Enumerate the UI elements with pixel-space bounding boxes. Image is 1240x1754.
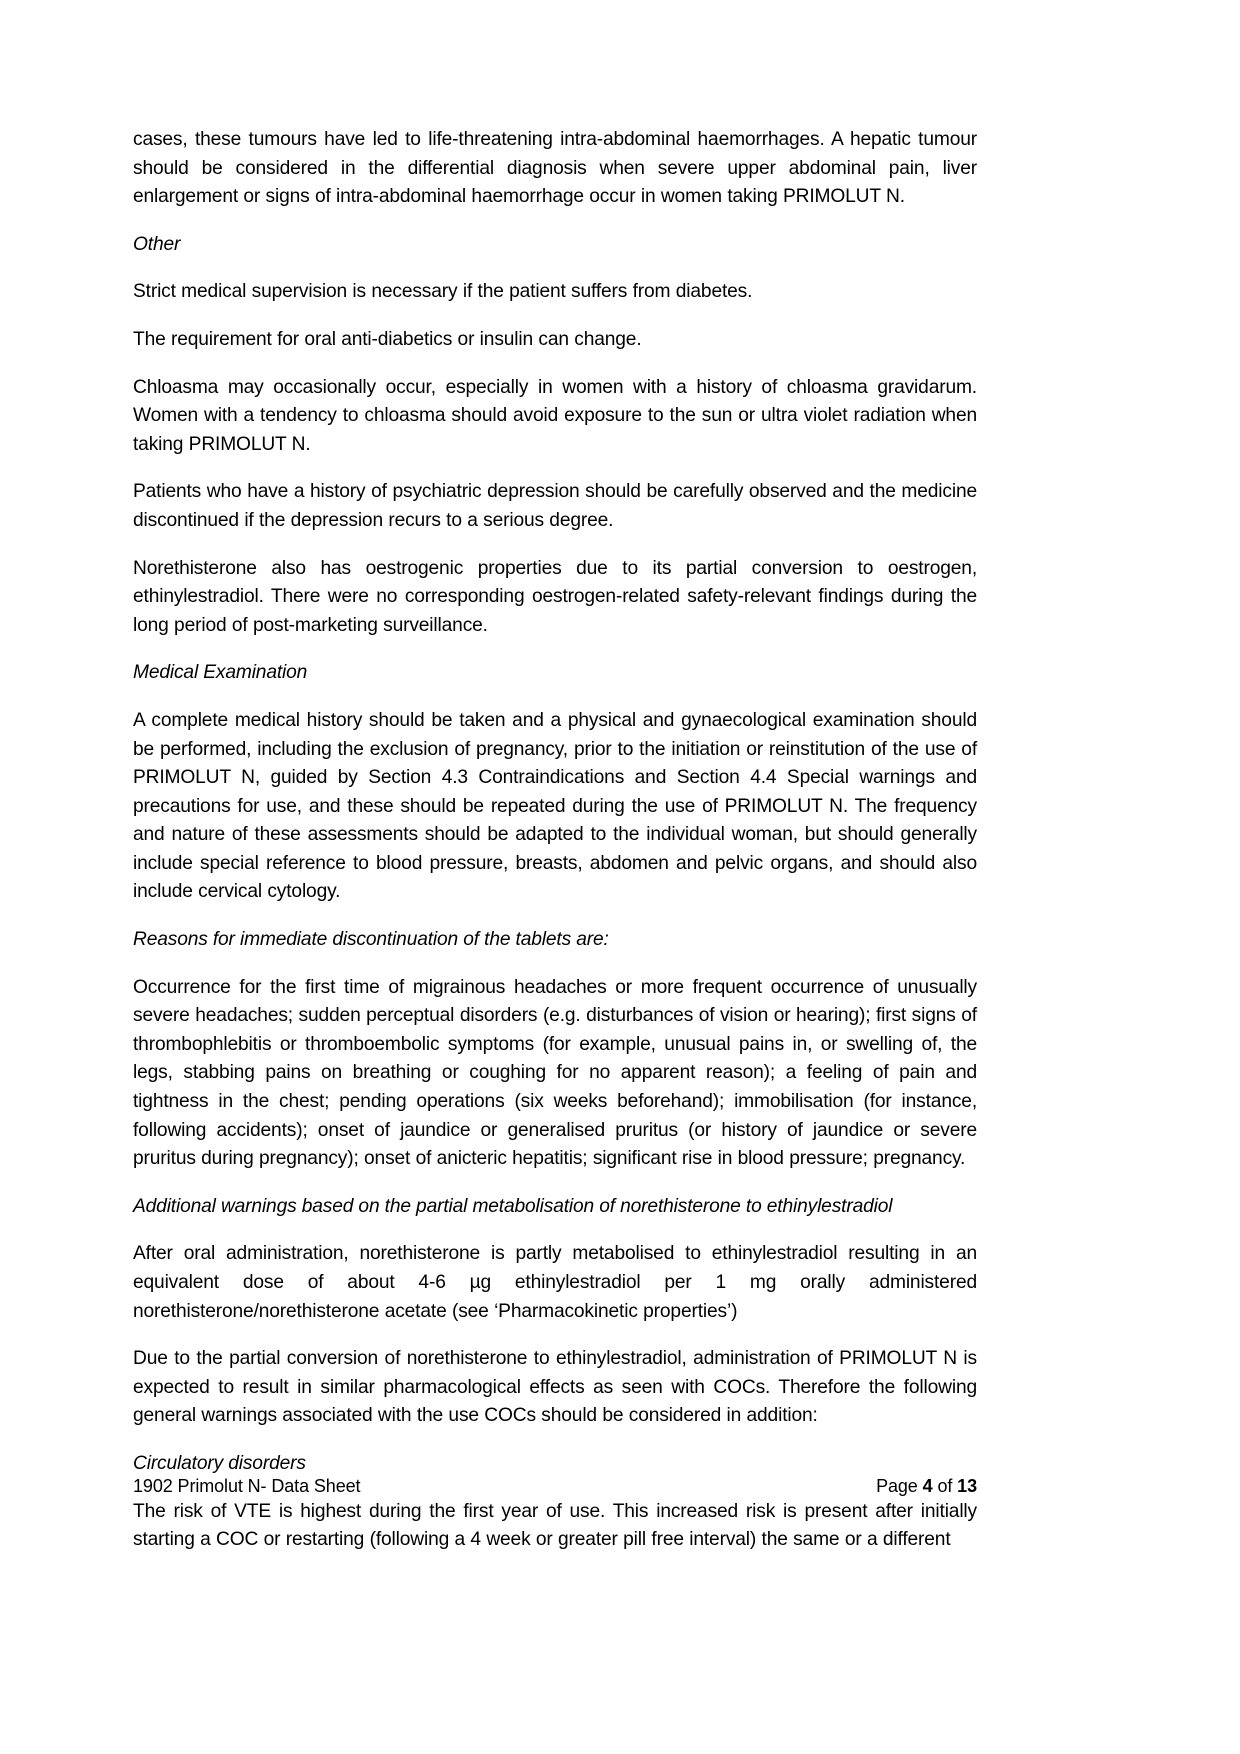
footer-current-page: 4 <box>922 1476 933 1496</box>
subheading-circulatory-disorders: Circulatory disorders <box>133 1452 306 1474</box>
paragraph-insulin-requirement: The requirement for oral anti-diabetics or insulin can change. <box>133 328 642 350</box>
paragraph-medical-history: A complete medical history should be taken and a physical and gynaecological examination should be performed, including the exclusion of pregnancy, prior to the initiation or reinstitution of the use of PRIMOLUT N, guided by Section 4.3 Contraindications and Section 4.4 Special warnings and precautions for use, and these should be repeated during the use of PRIMOLUT N. The frequency and nature of these assessments should be adapted to the individual woman, but should generally include special reference to blood pressure, breasts, abdomen and pelvic organs, and should also include cervical cytology. <box>133 709 977 903</box>
document-body <box>133 126 977 1574</box>
subheading-reasons-discontinuation: Reasons for immediate discontinuation of the tablets are: <box>133 929 609 951</box>
paragraph-hepatic-tumour: cases, these tumours have led to life-threatening intra-abdominal haemorrhages. A hepatic tumour should be considered in the differential diagnosis when severe upper abdominal pain, liver enlargement or signs of intra-abdominal haemorrhage occur in women taking PRIMOLUT N. <box>133 129 977 208</box>
paragraph-oestrogenic-properties: Norethisterone also has oestrogenic properties due to its partial conversion to oestrogen, ethinylestradiol. There were no corresponding oestrogen-related safety-relevant findings during the long period of post-marketing surveillance. <box>133 557 977 636</box>
footer-page-middle: of <box>932 1476 958 1496</box>
paragraph-discontinuation-list: Occurrence for the first time of migrainous headaches or more frequent occurrence of unusually severe headaches; sudden perceptual disorders (e.g. disturbances of vision or hearing); first signs of thrombophlebitis or thromboembolic symptoms (for example, unusual pains in, or swelling of, the legs, stabbing pains on breathing or coughing for no apparent reason); a feeling of pain and tightness in the chest; pending operations (six weeks beforehand); immobilisation (for instance, following accidents); onset of jaundice or generalised pruritus (or history of jaundice or severe pruritus during pregnancy); onset of anicteric hepatitis; significant rise in blood pressure; pregnancy. <box>133 976 977 1170</box>
subheading-other: Other <box>133 233 181 255</box>
paragraph-psychiatric-depression: Patients who have a history of psychiatric depression should be carefully observed and the medicine discontinued if the depression recurs to a serious degree. <box>133 481 977 531</box>
footer-total-pages: 13 <box>957 1476 977 1496</box>
footer-page-prefix: Page <box>876 1476 923 1496</box>
subheading-additional-warnings: Additional warnings based on the partial metabolisation of norethisterone to ethinylestradiol <box>133 1195 893 1217</box>
paragraph-partial-conversion-cocs: Due to the partial conversion of norethisterone to ethinylestradiol, administration of PRIMOLUT N is expected to result in similar pharmacological effects as seen with COCs. Therefore the following general warnings associated with the use COCs should be considered in addition: <box>133 1348 977 1427</box>
paragraph-chloasma: Chloasma may occasionally occur, especially in women with a history of chloasma gravidarum. Women with a tendency to chloasma should avoid exposure to the sun or ultra violet radiation when taking PRIMOLUT N. <box>133 376 977 455</box>
footer-page-number <box>876 1476 977 1497</box>
footer-document-title: 1902 Primolut N- Data Sheet <box>133 1476 361 1496</box>
subheading-medical-examination: Medical Examination <box>133 662 308 684</box>
paragraph-vte-risk: The risk of VTE is highest during the first year of use. This increased risk is present after initially starting a COC or restarting (following a 4 week or greater pill free interval) the same or a different <box>133 1500 977 1551</box>
paragraph-oral-administration: After oral administration, norethisterone is partly metabolised to ethinylestradiol resulting in an equivalent dose of about 4-6 µg ethinylestradiol per 1 mg orally administered norethisterone/norethisterone acetate (see ‘Pharmacokinetic properties’) <box>133 1243 977 1322</box>
paragraph-diabetes-supervision: Strict medical supervision is necessary if the patient suffers from diabetes. <box>133 281 753 303</box>
page-footer <box>133 1476 977 1497</box>
